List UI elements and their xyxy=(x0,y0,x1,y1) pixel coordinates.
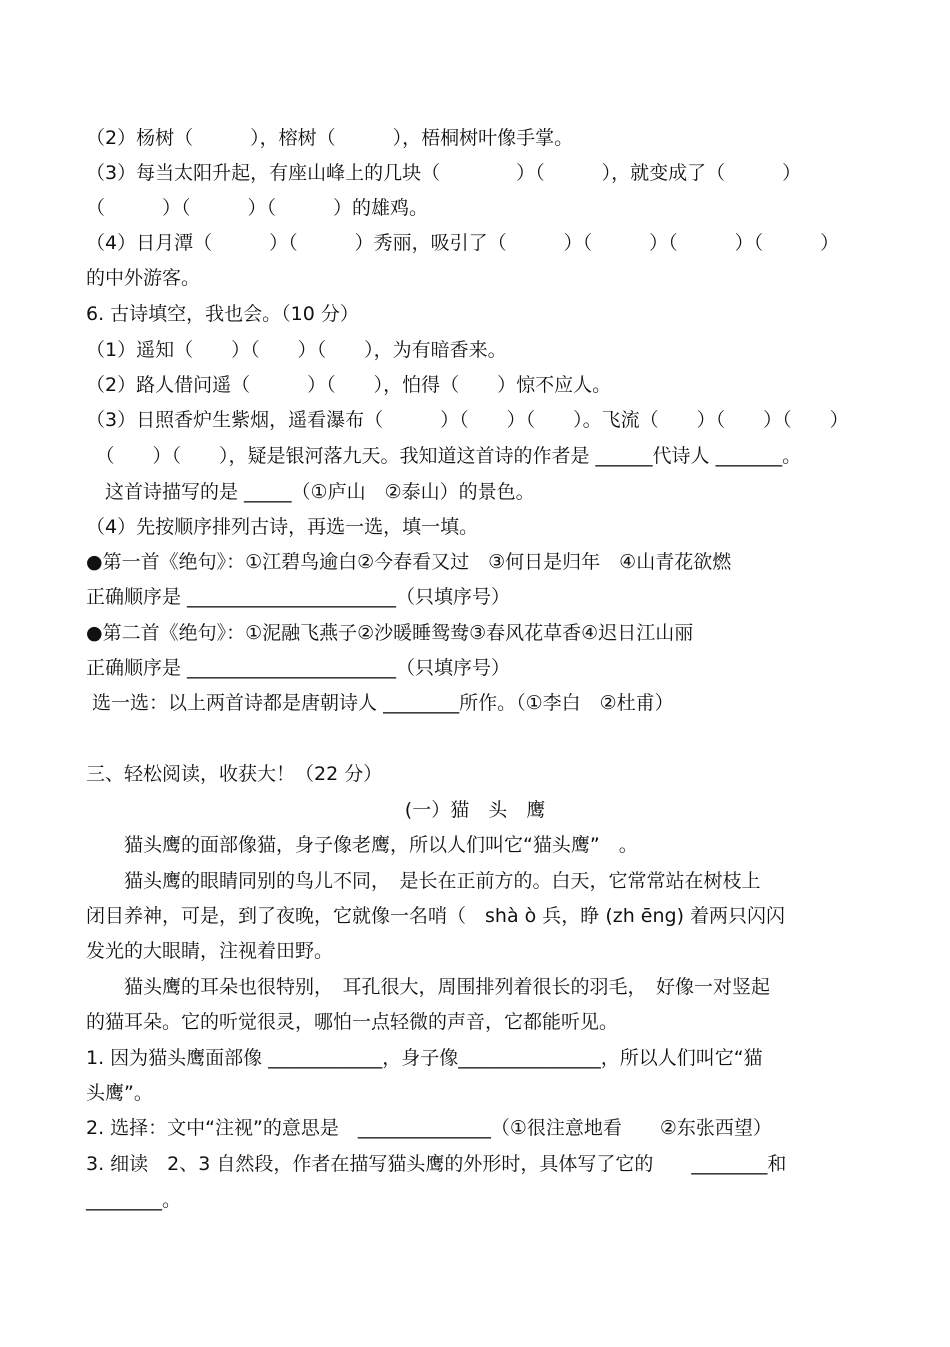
q6-line: 选一选：以上两首诗都是唐朝诗人 ________所作。（①李白 ②杜甫） xyxy=(86,692,674,714)
passage-line: 闭目养神，可是，到了夜晚，它就像一名哨（ shà ò 兵，睁 (zh ēng) 着两只闪闪 xyxy=(86,905,786,927)
q6-line: 正确顺序是 ______________________（只填序号） xyxy=(86,657,511,679)
passage-line: 猫头鹰的面部像猫，身子像老鹰，所以人们叫它“猫头鹰” 。 xyxy=(86,834,638,856)
q6-line: （3）日照香炉生紫烟，遥看瀑布（ ）（ ）（ ）。飞流（ ）（ ）（ ） xyxy=(86,409,849,431)
q6-line: 正确顺序是 ______________________（只填序号） xyxy=(86,586,511,608)
q5-line-4: （4）日月潭（ ）（ ）秀丽，吸引了（ ）（ ）（ ）（ ） xyxy=(86,232,840,254)
passage-title: (一）猫 头 鹰 xyxy=(404,799,546,821)
reading-question: 2. 选择：文中“注视”的意思是 ______________（①很注意地看 ②东张西望） xyxy=(86,1117,772,1139)
passage-line: 猫头鹰的耳朵也很特别， 耳孔很大，周围排列着很长的羽毛， 好像一对竖起 xyxy=(86,976,771,998)
q6-line: 这首诗描写的是 _____（①庐山 ②泰山）的景色。 xyxy=(86,481,535,503)
q6-line: （ ）（ ），疑是银河落九天。我知道这首诗的作者是 ______代诗人 _______。 xyxy=(86,445,802,467)
q6-line: （2）路人借问遥（ ）（ ），怕得（ ）惊不应人。 xyxy=(86,374,612,396)
reading-question: 3. 细读 2、3 自然段，作者在描写猫头鹰的外形时，具体写了它的 ________和 xyxy=(86,1153,787,1175)
q6-line: ●第一首《绝句》：①江碧鸟逾白②今春看又过 ③何日是归年 ④山青花欲燃 xyxy=(86,551,732,573)
q6-title: 6. 古诗填空，我也会。（10 分） xyxy=(86,303,359,325)
passage-line: 猫头鹰的眼睛同别的鸟儿不同， 是长在正前方的。白天，它常常站在树枝上 xyxy=(86,870,761,892)
section3-title: 三、轻松阅读，收获大！（22 分） xyxy=(86,763,383,785)
reading-question: 头鹰”。 xyxy=(86,1082,153,1104)
reading-question: ________。 xyxy=(86,1189,182,1211)
reading-question: 1. 因为猫头鹰面部像 ____________，身子像_______________，所以人们叫它“猫 xyxy=(86,1047,763,1069)
q6-line: （4）先按顺序排列古诗，再选一选，填一填。 xyxy=(86,516,479,538)
q6-line: ●第二首《绝句》：①泥融飞燕子②沙暖睡鸳鸯③春风花草香④迟日江山丽 xyxy=(86,622,694,644)
q5-line-4-cont: 的中外游客。 xyxy=(86,267,201,289)
q6-line: （1）遥知（ ）（ ）（ ），为有暗香来。 xyxy=(86,339,507,361)
passage-line: 的猫耳朵。它的听觉很灵，哪怕一点轻微的声音，它都能听见。 xyxy=(86,1011,619,1033)
q5-line-2: （2）杨树（ ），榕树（ ），梧桐树叶像手掌。 xyxy=(86,127,574,149)
q5-line-3-cont: （ ）（ ）（ ）的雄鸡。 xyxy=(86,197,429,219)
q5-line-3: （3）每当太阳升起，有座山峰上的几块（ ）（ ），就变成了（ ） xyxy=(86,162,802,184)
passage-line: 发光的大眼睛，注视着田野。 xyxy=(86,940,334,962)
